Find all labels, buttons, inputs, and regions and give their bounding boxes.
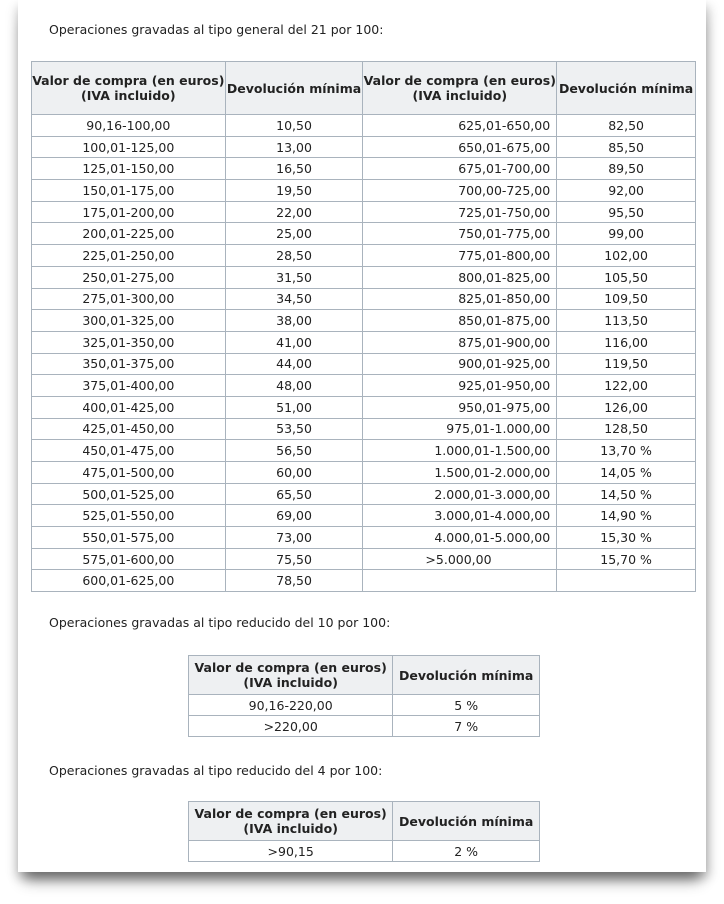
purchase-value-cell: 575,01-600,00	[32, 548, 226, 570]
min-refund-cell: 13,70 %	[557, 440, 696, 462]
table-row	[32, 418, 696, 440]
min-refund-cell: 2 %	[393, 841, 540, 862]
table-row	[32, 375, 696, 397]
min-refund-cell: 25,00	[225, 223, 363, 245]
table-row	[32, 288, 696, 310]
purchase-value-cell: 425,01-450,00	[32, 418, 226, 440]
purchase-value-cell: 200,01-225,00	[32, 223, 226, 245]
purchase-value-cell: 825,01-850,00	[363, 288, 557, 310]
min-refund-cell: 7 %	[393, 716, 540, 737]
table-row	[32, 245, 696, 267]
min-refund-cell: 19,50	[225, 180, 363, 202]
min-refund-cell: 53,50	[225, 418, 363, 440]
min-refund-cell: 15,30 %	[557, 527, 696, 549]
table-header-row	[32, 62, 696, 115]
table-row	[189, 716, 540, 737]
purchase-value-cell: 675,01-700,00	[363, 158, 557, 180]
table-row	[32, 223, 696, 245]
purchase-value-cell: 700,00-725,00	[363, 180, 557, 202]
purchase-value-cell: 250,01-275,00	[32, 266, 226, 288]
table-row	[32, 310, 696, 332]
table-row	[189, 695, 540, 716]
table-header-row	[189, 802, 540, 841]
min-refund-cell	[557, 570, 696, 592]
table-row	[32, 331, 696, 353]
purchase-value-cell: 475,01-500,00	[32, 462, 226, 484]
purchase-value-cell: 800,01-825,00	[363, 266, 557, 288]
min-refund-cell: 28,50	[225, 245, 363, 267]
purchase-value-cell: 100,01-125,00	[32, 136, 226, 158]
min-refund-cell: 34,50	[225, 288, 363, 310]
min-refund-cell: 92,00	[557, 180, 696, 202]
min-refund-cell: 5 %	[393, 695, 540, 716]
purchase-value-cell: 275,01-300,00	[32, 288, 226, 310]
min-refund-cell: 13,00	[225, 136, 363, 158]
table-row	[32, 136, 696, 158]
table-row	[32, 266, 696, 288]
reduced-10-caption: Operaciones gravadas al tipo reducido del 10 por 100:	[49, 615, 391, 630]
min-refund-cell: 85,50	[557, 136, 696, 158]
purchase-value-cell: 90,16-100,00	[32, 115, 226, 137]
purchase-value-cell: 725,01-750,00	[363, 201, 557, 223]
min-refund-cell: 122,00	[557, 375, 696, 397]
table-row	[32, 180, 696, 202]
header-valor-compra: Valor de compra (en euros) (IVA incluido)	[189, 802, 393, 841]
document-page	[18, 0, 706, 872]
min-refund-cell: 48,00	[225, 375, 363, 397]
purchase-value-cell: 650,01-675,00	[363, 136, 557, 158]
header-valor-compra: Valor de compra (en euros) (IVA incluido)	[363, 62, 557, 115]
purchase-value-cell: 350,01-375,00	[32, 353, 226, 375]
min-refund-cell: 105,50	[557, 266, 696, 288]
min-refund-cell: 44,00	[225, 353, 363, 375]
purchase-value-cell: 1.500,01-2.000,00	[363, 462, 557, 484]
general-rate-table	[31, 61, 696, 592]
min-refund-cell: 14,05 %	[557, 462, 696, 484]
min-refund-cell: 60,00	[225, 462, 363, 484]
purchase-value-cell: >220,00	[189, 716, 393, 737]
min-refund-cell: 116,00	[557, 331, 696, 353]
table-row	[32, 115, 696, 137]
table-header-row	[189, 656, 540, 695]
min-refund-cell: 31,50	[225, 266, 363, 288]
min-refund-cell: 16,50	[225, 158, 363, 180]
header-devolucion-minima: Devolución mínima	[393, 802, 540, 841]
header-valor-compra: Valor de compra (en euros) (IVA incluido)	[32, 62, 226, 115]
min-refund-cell: 99,00	[557, 223, 696, 245]
min-refund-cell: 95,50	[557, 201, 696, 223]
purchase-value-cell: >5.000,00	[363, 548, 557, 570]
min-refund-cell: 14,50 %	[557, 483, 696, 505]
purchase-value-cell: 925,01-950,00	[363, 375, 557, 397]
purchase-value-cell: 400,01-425,00	[32, 396, 226, 418]
header-devolucion-minima: Devolución mínima	[557, 62, 696, 115]
min-refund-cell: 126,00	[557, 396, 696, 418]
purchase-value-cell: 125,01-150,00	[32, 158, 226, 180]
table-row	[32, 527, 696, 549]
purchase-value-cell: >90,15	[189, 841, 393, 862]
table-row	[32, 483, 696, 505]
table-row	[32, 396, 696, 418]
table-row	[32, 158, 696, 180]
min-refund-cell: 10,50	[225, 115, 363, 137]
purchase-value-cell: 300,01-325,00	[32, 310, 226, 332]
purchase-value-cell: 875,01-900,00	[363, 331, 557, 353]
purchase-value-cell: 3.000,01-4.000,00	[363, 505, 557, 527]
purchase-value-cell: 625,01-650,00	[363, 115, 557, 137]
purchase-value-cell: 150,01-175,00	[32, 180, 226, 202]
purchase-value-cell: 450,01-475,00	[32, 440, 226, 462]
min-refund-cell: 69,00	[225, 505, 363, 527]
general-rate-caption: Operaciones gravadas al tipo general del 21 por 100:	[49, 22, 384, 37]
table-row	[189, 841, 540, 862]
min-refund-cell: 15,70 %	[557, 548, 696, 570]
min-refund-cell: 14,90 %	[557, 505, 696, 527]
min-refund-cell: 73,00	[225, 527, 363, 549]
purchase-value-cell: 225,01-250,00	[32, 245, 226, 267]
table-row	[32, 201, 696, 223]
min-refund-cell: 109,50	[557, 288, 696, 310]
purchase-value-cell: 4.000,01-5.000,00	[363, 527, 557, 549]
purchase-value-cell: 175,01-200,00	[32, 201, 226, 223]
purchase-value-cell: 525,01-550,00	[32, 505, 226, 527]
header-devolucion-minima: Devolución mínima	[393, 656, 540, 695]
min-refund-cell: 41,00	[225, 331, 363, 353]
purchase-value-cell: 775,01-800,00	[363, 245, 557, 267]
header-valor-compra: Valor de compra (en euros) (IVA incluido)	[189, 656, 393, 695]
purchase-value-cell: 975,01-1.000,00	[363, 418, 557, 440]
table-row	[32, 353, 696, 375]
min-refund-cell: 22,00	[225, 201, 363, 223]
min-refund-cell: 75,50	[225, 548, 363, 570]
general-rate-table-body	[32, 115, 696, 592]
purchase-value-cell: 375,01-400,00	[32, 375, 226, 397]
purchase-value-cell: 1.000,01-1.500,00	[363, 440, 557, 462]
min-refund-cell: 82,50	[557, 115, 696, 137]
purchase-value-cell: 600,01-625,00	[32, 570, 226, 592]
reduced-4-table	[188, 801, 540, 862]
min-refund-cell: 119,50	[557, 353, 696, 375]
purchase-value-cell: 900,01-925,00	[363, 353, 557, 375]
reduced-10-table	[188, 655, 540, 737]
min-refund-cell: 89,50	[557, 158, 696, 180]
min-refund-cell: 38,00	[225, 310, 363, 332]
table-row	[32, 548, 696, 570]
table-row	[32, 440, 696, 462]
purchase-value-cell: 500,01-525,00	[32, 483, 226, 505]
min-refund-cell: 65,50	[225, 483, 363, 505]
purchase-value-cell: 750,01-775,00	[363, 223, 557, 245]
purchase-value-cell: 850,01-875,00	[363, 310, 557, 332]
purchase-value-cell: 90,16-220,00	[189, 695, 393, 716]
purchase-value-cell	[363, 570, 557, 592]
purchase-value-cell: 550,01-575,00	[32, 527, 226, 549]
min-refund-cell: 51,00	[225, 396, 363, 418]
min-refund-cell: 128,50	[557, 418, 696, 440]
table-row	[32, 462, 696, 484]
min-refund-cell: 56,50	[225, 440, 363, 462]
table-row	[32, 505, 696, 527]
reduced-4-caption: Operaciones gravadas al tipo reducido del 4 por 100:	[49, 763, 383, 778]
table-row	[32, 570, 696, 592]
min-refund-cell: 113,50	[557, 310, 696, 332]
purchase-value-cell: 2.000,01-3.000,00	[363, 483, 557, 505]
purchase-value-cell: 325,01-350,00	[32, 331, 226, 353]
header-devolucion-minima: Devolución mínima	[225, 62, 363, 115]
min-refund-cell: 78,50	[225, 570, 363, 592]
purchase-value-cell: 950,01-975,00	[363, 396, 557, 418]
min-refund-cell: 102,00	[557, 245, 696, 267]
